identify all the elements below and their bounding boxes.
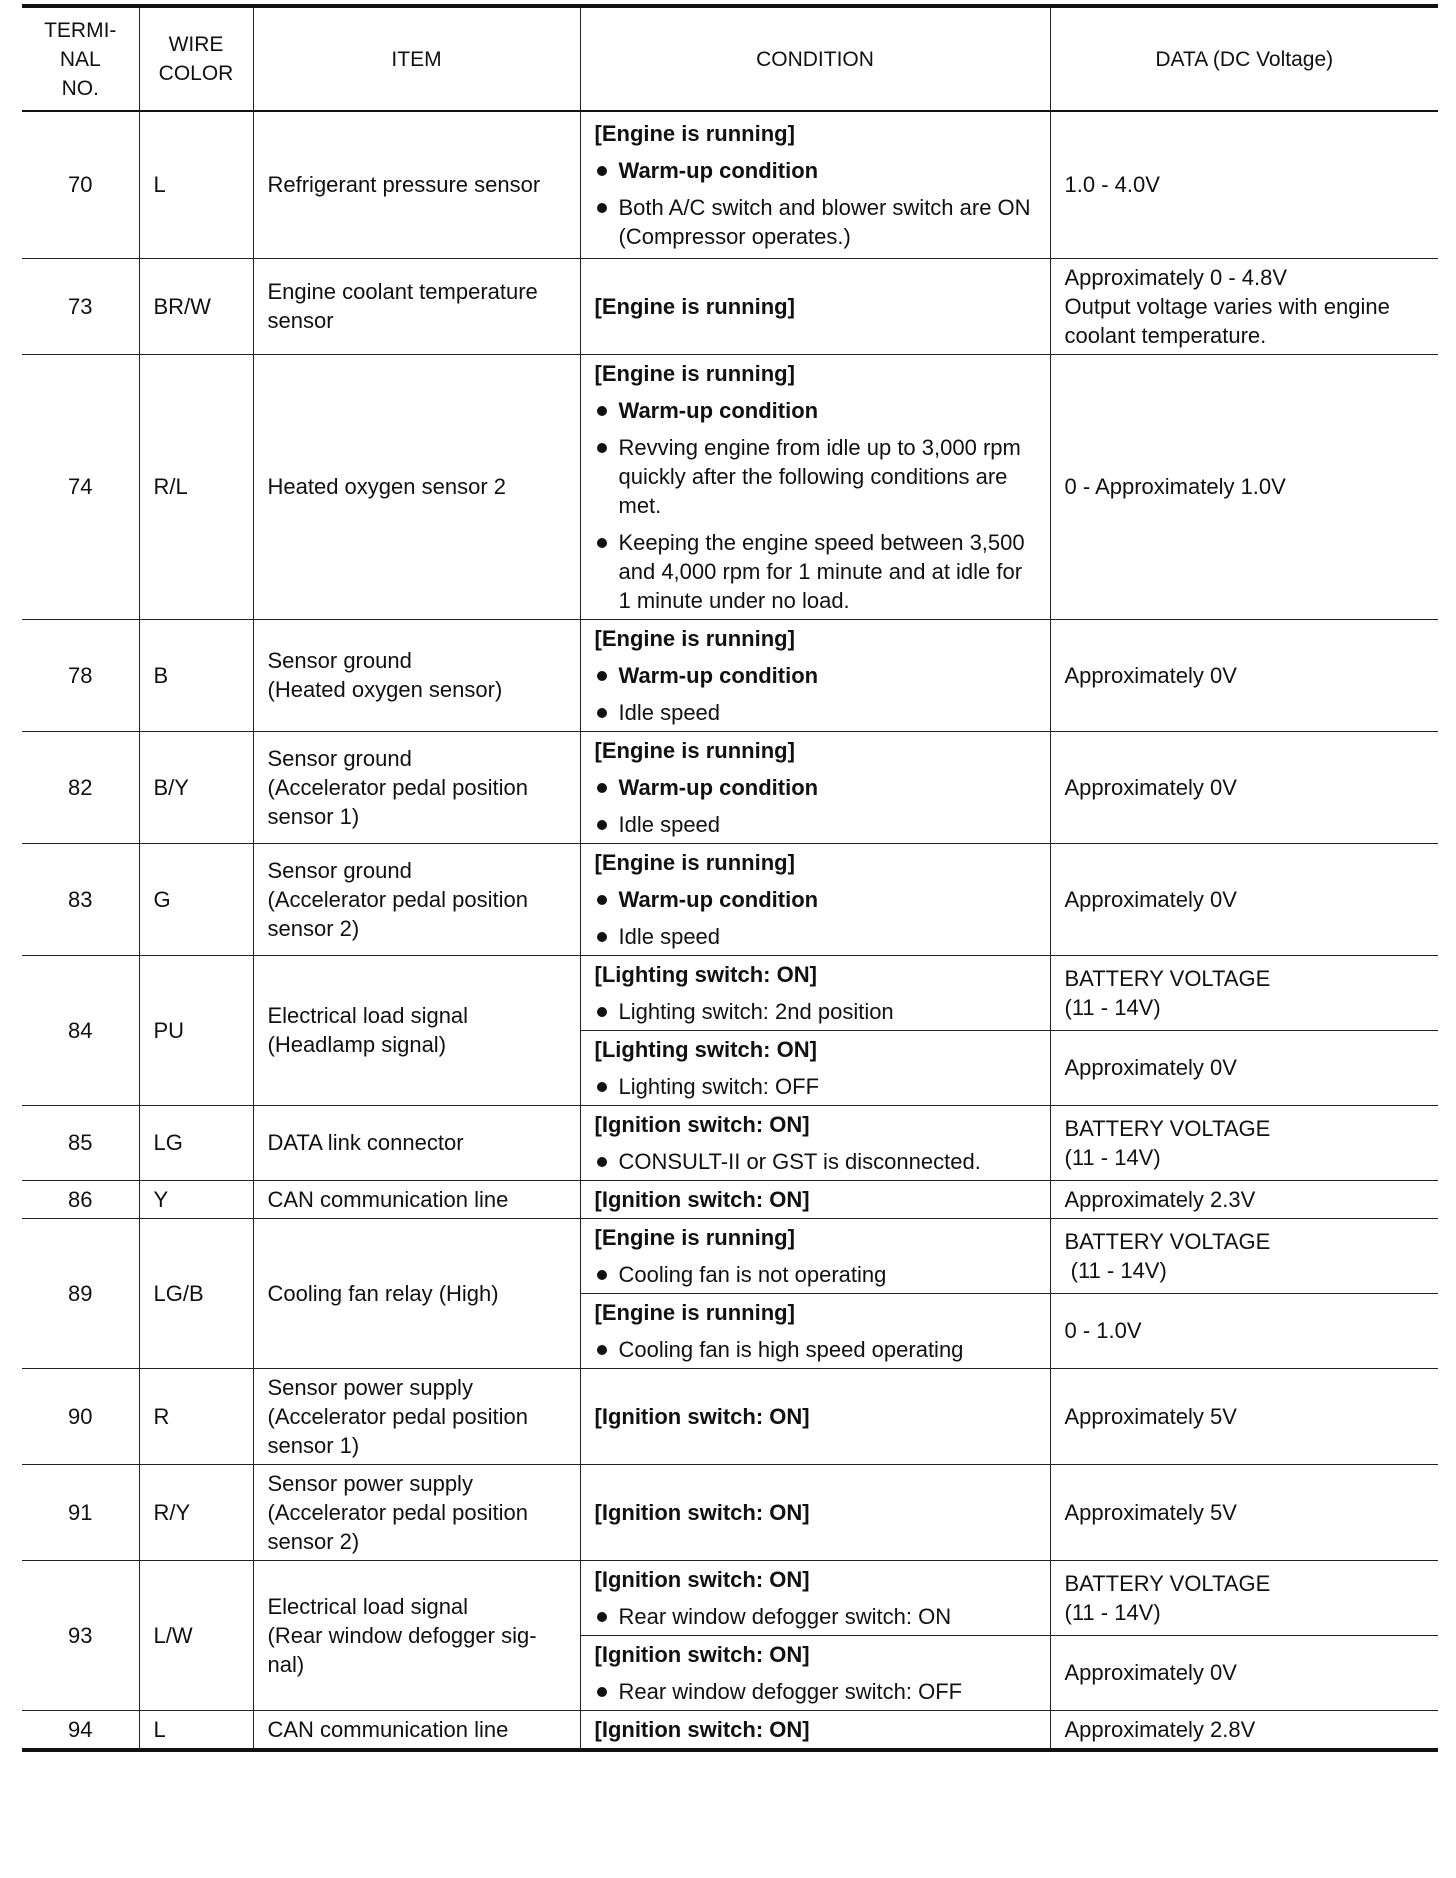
condition-bullet: Rear window defogger switch: ON (595, 1602, 1040, 1631)
table-row (22, 1218, 1438, 1293)
table-row (22, 1105, 1438, 1180)
wire-color: LG/B (139, 1218, 253, 1368)
data-value (1050, 1218, 1438, 1293)
condition-bullet: Warm-up condition (595, 885, 1040, 914)
data-line: BATTERY VOLTAGE (1064, 1570, 1271, 1596)
condition-heading: [Ignition switch: ON] (594, 1186, 810, 1212)
item (253, 1464, 580, 1560)
condition (580, 1180, 1050, 1218)
item (253, 843, 580, 955)
condition-bullet: Warm-up condition (595, 396, 1040, 425)
item-line: (Accelerator pedal position sensor 1) (267, 1403, 528, 1458)
condition-heading: [Ignition switch: ON] (594, 1716, 810, 1742)
condition-heading: [Engine is running] (594, 737, 795, 763)
condition-bullet: Warm-up condition (595, 156, 1040, 185)
item-line: (Heated oxygen sensor) (267, 677, 503, 702)
terminal-no: 82 (22, 731, 139, 843)
condition-heading: [Engine is running] (594, 293, 795, 319)
wire-color: B (139, 619, 253, 731)
wire-color: L (139, 111, 253, 258)
condition-bullet: Rear window defogger switch: OFF (595, 1677, 1040, 1706)
wire-color: G (139, 843, 253, 955)
item-line: (Accelerator pedal position sensor 2) (267, 1499, 528, 1554)
condition (580, 111, 1050, 258)
wire-color: Y (139, 1180, 253, 1218)
condition (580, 1105, 1050, 1180)
table-row (22, 1180, 1438, 1218)
item-line: (Rear window defogger sig-nal) (267, 1622, 537, 1677)
item-line: Sensor ground (267, 648, 412, 673)
item: Cooling fan relay (High) (253, 1218, 580, 1368)
condition (580, 1293, 1050, 1368)
condition-bullet: Warm-up condition (595, 661, 1040, 690)
condition-heading: [Engine is running] (594, 625, 795, 651)
wire-color: BR/W (139, 258, 253, 354)
wire-color: R/Y (139, 1464, 253, 1560)
terminal-no: 90 (22, 1368, 139, 1464)
ecm-terminal-table (22, 4, 1438, 1752)
condition (580, 1030, 1050, 1105)
table-row (22, 354, 1438, 619)
data-value: Approximately 0V (1050, 843, 1438, 955)
condition-bullet: Idle speed (595, 698, 1040, 727)
item: DATA link connector (253, 1105, 580, 1180)
header-wire-color: WIRE COLOR (139, 6, 253, 111)
condition-heading: [Engine is running] (594, 1299, 795, 1325)
terminal-no: 73 (22, 258, 139, 354)
condition (580, 1560, 1050, 1635)
item (253, 619, 580, 731)
condition-heading: [Lighting switch: ON] (594, 961, 817, 987)
item (253, 955, 580, 1105)
table-row (22, 1368, 1438, 1464)
condition-heading: [Lighting switch: ON] (594, 1036, 817, 1062)
condition-heading: [Ignition switch: ON] (594, 1641, 810, 1667)
condition-bullet (595, 193, 1040, 251)
condition-heading: [Engine is running] (594, 360, 795, 386)
data-value: Approximately 2.8V (1050, 1710, 1438, 1750)
data-value: Approximately 5V (1050, 1464, 1438, 1560)
wire-color: L (139, 1710, 253, 1750)
item-line: Electrical load signal (267, 1003, 469, 1028)
wire-color: PU (139, 955, 253, 1105)
terminal-no: 93 (22, 1560, 139, 1710)
header-condition: CONDITION (580, 6, 1050, 111)
condition-bullet: Keeping the engine speed between 3,500 and 4,000 rpm for 1 minute and at idle for 1 minute under no load. (595, 528, 1040, 615)
wire-color: R/L (139, 354, 253, 619)
condition-heading: [Ignition switch: ON] (594, 1403, 810, 1429)
condition-heading: [Ignition switch: ON] (594, 1111, 810, 1137)
item (253, 731, 580, 843)
wire-color: LG (139, 1105, 253, 1180)
condition (580, 354, 1050, 619)
condition-heading: [Ignition switch: ON] (594, 1499, 810, 1525)
terminal-no: 89 (22, 1218, 139, 1368)
condition (580, 619, 1050, 731)
terminal-no: 94 (22, 1710, 139, 1750)
condition-note: (Compressor operates.) (618, 223, 851, 249)
condition-bullet-text: Both A/C switch and blower switch are ON (618, 194, 1031, 220)
header-item: ITEM (253, 6, 580, 111)
item-line: Sensor power supply (267, 1470, 473, 1496)
terminal-data-sheet (22, 4, 1438, 1752)
data-value: Approximately 0V (1050, 1030, 1438, 1105)
condition (580, 1368, 1050, 1464)
data-value (1050, 955, 1438, 1030)
data-value (1050, 1105, 1438, 1180)
condition (580, 1710, 1050, 1750)
header-terminal-no: TERMI- NAL NO. (22, 6, 139, 111)
item: CAN communication line (253, 1180, 580, 1218)
item-line: (Headlamp signal) (267, 1032, 447, 1057)
table-row (22, 731, 1438, 843)
header-data: DATA (DC Voltage) (1050, 6, 1438, 111)
condition-heading: [Engine is running] (594, 1224, 795, 1250)
condition (580, 258, 1050, 354)
condition-bullet: Cooling fan is not operating (595, 1260, 1040, 1289)
item-line: Electrical load signal (267, 1593, 469, 1619)
terminal-no: 70 (22, 111, 139, 258)
data-line: BATTERY VOLTAGE (1064, 1115, 1271, 1141)
condition-bullet: Cooling fan is high speed operating (595, 1335, 1040, 1364)
data-line: BATTERY VOLTAGE (1064, 965, 1271, 991)
table-row (22, 1710, 1438, 1750)
condition-bullet: Lighting switch: OFF (595, 1072, 1040, 1101)
table-row (22, 955, 1438, 1030)
condition-heading: [Engine is running] (594, 849, 795, 875)
item: Refrigerant pressure sensor (253, 111, 580, 258)
item: CAN communication line (253, 1710, 580, 1750)
item: Engine coolant temperature sensor (253, 258, 580, 354)
table-row (22, 1560, 1438, 1635)
item: Heated oxygen sensor 2 (253, 354, 580, 619)
item-line: (Accelerator pedal position sensor 2) (267, 886, 528, 941)
condition-bullet: Warm-up condition (595, 773, 1040, 802)
data-value: 0 - 1.0V (1050, 1293, 1438, 1368)
item (253, 1560, 580, 1710)
table-row (22, 619, 1438, 731)
terminal-no: 84 (22, 955, 139, 1105)
data-value: Approximately 0V (1050, 1635, 1438, 1710)
condition-heading: [Engine is running] (594, 120, 795, 146)
terminal-no: 83 (22, 843, 139, 955)
item (253, 1368, 580, 1464)
condition-bullet: CONSULT-II or GST is disconnected. (595, 1147, 1040, 1176)
data-value: Approximately 2.3V (1050, 1180, 1438, 1218)
condition (580, 731, 1050, 843)
data-value: 0 - Approximately 1.0V (1050, 354, 1438, 619)
wire-color: R (139, 1368, 253, 1464)
data-value: Approximately 0V (1050, 731, 1438, 843)
condition-bullet: Idle speed (595, 810, 1040, 839)
terminal-no: 74 (22, 354, 139, 619)
condition (580, 1464, 1050, 1560)
condition-heading: [Ignition switch: ON] (594, 1566, 810, 1592)
data-line: Approximately 0 - 4.8V (1064, 264, 1288, 290)
data-value (1050, 258, 1438, 354)
table-row (22, 258, 1438, 354)
table-row (22, 111, 1438, 258)
wire-color: B/Y (139, 731, 253, 843)
condition-bullet: Revving engine from idle up to 3,000 rpm quickly after the following conditions are met. (595, 433, 1040, 520)
table-row (22, 1464, 1438, 1560)
item-line: (Accelerator pedal position sensor 1) (267, 774, 528, 829)
data-line: (11 - 14V) (1064, 1144, 1161, 1170)
condition (580, 843, 1050, 955)
terminal-no: 85 (22, 1105, 139, 1180)
data-line: (11 - 14V) (1064, 1257, 1167, 1283)
data-value: Approximately 0V (1050, 619, 1438, 731)
table-header-row (22, 6, 1438, 111)
condition (580, 1635, 1050, 1710)
data-line: Output voltage varies with engine coolant temperature. (1064, 293, 1390, 348)
data-line: (11 - 14V) (1064, 994, 1161, 1020)
data-line: BATTERY VOLTAGE (1064, 1228, 1271, 1254)
data-value: Approximately 5V (1050, 1368, 1438, 1464)
condition-bullet: Idle speed (595, 922, 1040, 951)
condition-bullet: Lighting switch: 2nd position (595, 997, 1040, 1026)
condition (580, 1218, 1050, 1293)
table-row (22, 843, 1438, 955)
item-line: Sensor power supply (267, 1374, 473, 1400)
terminal-no: 78 (22, 619, 139, 731)
item-line: Sensor ground (267, 745, 412, 771)
wire-color: L/W (139, 1560, 253, 1710)
data-line: (11 - 14V) (1064, 1599, 1161, 1625)
terminal-no: 86 (22, 1180, 139, 1218)
item-line: Sensor ground (267, 857, 412, 883)
data-value (1050, 1560, 1438, 1635)
terminal-no: 91 (22, 1464, 139, 1560)
condition (580, 955, 1050, 1030)
data-value: 1.0 - 4.0V (1050, 111, 1438, 258)
